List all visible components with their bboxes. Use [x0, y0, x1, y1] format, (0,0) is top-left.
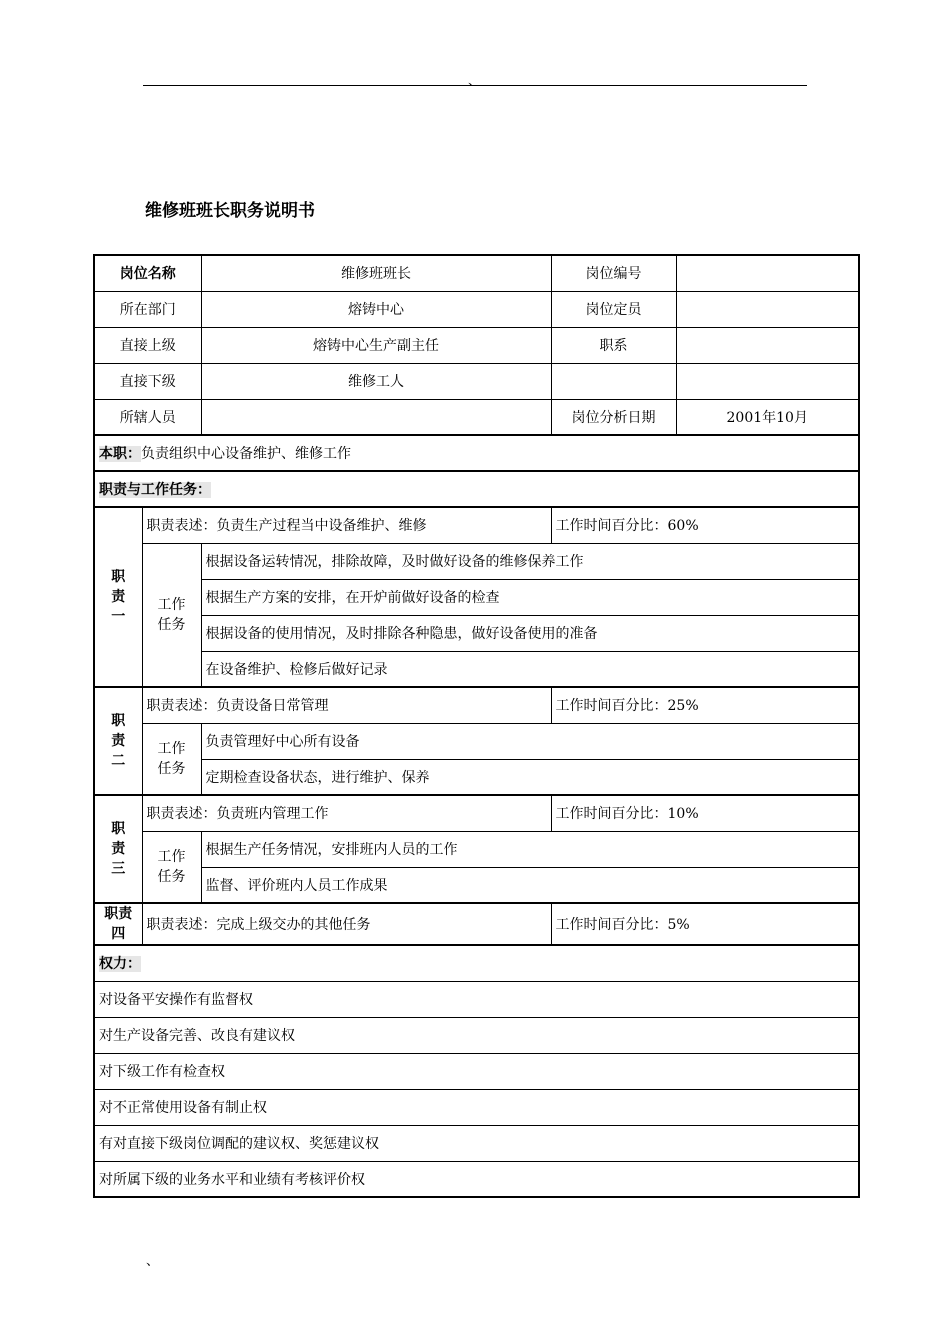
duty-label: 职 责 二	[94, 687, 142, 795]
pos-name-label: 岗位名称	[94, 255, 201, 291]
duties-heading-cell	[94, 471, 859, 507]
pos-code-label: 岗位编号	[551, 255, 676, 291]
duty-pct: 工作时间百分比：60%	[551, 507, 859, 543]
rank-value	[676, 327, 859, 363]
power-item: 对设备平安操作有监督权	[94, 981, 859, 1017]
subordinate-label: 直接下级	[94, 363, 201, 399]
duty-desc: 职责表述：负责班内管理工作	[142, 795, 551, 831]
table-row	[94, 795, 859, 831]
power-row	[94, 981, 859, 1017]
pos-code-value	[676, 255, 859, 291]
table-row	[94, 903, 859, 945]
table-row	[94, 831, 859, 867]
table-row	[94, 399, 859, 435]
table-row	[94, 723, 859, 759]
duty-pct: 工作时间百分比：10%	[551, 795, 859, 831]
main-duty-label: 本职：	[99, 446, 141, 462]
task-item: 根据设备的使用情况，及时排除各种隐患，做好设备使用的准备	[201, 615, 859, 651]
duties-heading-row	[94, 471, 859, 507]
staff-value	[201, 399, 551, 435]
quota-label: 岗位定员	[551, 291, 676, 327]
staff-label: 所辖人员	[94, 399, 201, 435]
duty-pct: 工作时间百分比：5%	[551, 903, 859, 945]
table-row	[94, 687, 859, 723]
power-item: 对所属下级的业务水平和业绩有考核评价权	[94, 1161, 859, 1197]
task-label: 工作 任务	[142, 831, 201, 903]
empty-cell	[676, 363, 859, 399]
power-row	[94, 1161, 859, 1197]
task-item: 定期检查设备状态，进行维护、保养	[201, 759, 859, 795]
main-duty-cell	[94, 435, 859, 471]
task-label: 工作 任务	[142, 723, 201, 795]
main-duty-row	[94, 435, 859, 471]
date-value: 2001年10月	[676, 399, 859, 435]
task-label: 工作 任务	[142, 543, 201, 687]
duty-desc: 职责表述：负责生产过程当中设备维护、维修	[142, 507, 551, 543]
subordinate-value: 维修工人	[201, 363, 551, 399]
main-duty-text: 负责组织中心设备维护、维修工作	[141, 446, 351, 462]
table-row	[94, 255, 859, 291]
superior-label: 直接上级	[94, 327, 201, 363]
table-row	[94, 579, 859, 615]
powers-heading-cell	[94, 945, 859, 981]
power-row	[94, 1089, 859, 1125]
rank-label: 职系	[551, 327, 676, 363]
pos-name-value: 维修班班长	[201, 255, 551, 291]
task-item: 根据生产任务情况，安排班内人员的工作	[201, 831, 859, 867]
dept-label: 所在部门	[94, 291, 201, 327]
power-row	[94, 1125, 859, 1161]
header-rule	[143, 85, 807, 86]
table-row	[94, 363, 859, 399]
duty-desc: 职责表述：负责设备日常管理	[142, 687, 551, 723]
duties-heading-label: 职责与工作任务：	[99, 482, 211, 498]
footer-mark: 、	[146, 1254, 160, 1269]
table-row	[94, 651, 859, 687]
dept-value: 熔铸中心	[201, 291, 551, 327]
job-description-table	[93, 254, 860, 1198]
document-title: 维修班班长职务说明书	[145, 201, 315, 221]
table-row	[94, 327, 859, 363]
table-row	[94, 543, 859, 579]
power-item: 有对直接下级岗位调配的建议权、奖惩建议权	[94, 1125, 859, 1161]
duty-pct: 工作时间百分比：25%	[551, 687, 859, 723]
power-item: 对生产设备完善、改良有建议权	[94, 1017, 859, 1053]
empty-cell	[551, 363, 676, 399]
table-row	[94, 867, 859, 903]
task-item: 负责管理好中心所有设备	[201, 723, 859, 759]
power-item: 对不正常使用设备有制止权	[94, 1089, 859, 1125]
power-item: 对下级工作有检查权	[94, 1053, 859, 1089]
table-row	[94, 615, 859, 651]
powers-heading-label: 权力：	[99, 956, 141, 973]
task-item: 根据生产方案的安排，在开炉前做好设备的检查	[201, 579, 859, 615]
duty-label: 职责 四	[94, 903, 142, 945]
power-row	[94, 1053, 859, 1089]
task-item: 根据设备运转情况，排除故障，及时做好设备的维修保养工作	[201, 543, 859, 579]
power-row	[94, 1017, 859, 1053]
powers-heading-row	[94, 945, 859, 981]
duty-label: 职 责 三	[94, 795, 142, 903]
table-row	[94, 759, 859, 795]
duty-desc: 职责表述：完成上级交办的其他任务	[142, 903, 551, 945]
table-row	[94, 291, 859, 327]
duty-label: 职 责 一	[94, 507, 142, 687]
task-item: 监督、评价班内人员工作成果	[201, 867, 859, 903]
header-mark: 、	[468, 74, 482, 89]
table-row	[94, 507, 859, 543]
date-label: 岗位分析日期	[551, 399, 676, 435]
superior-value: 熔铸中心生产副主任	[201, 327, 551, 363]
quota-value	[676, 291, 859, 327]
task-item: 在设备维护、检修后做好记录	[201, 651, 859, 687]
